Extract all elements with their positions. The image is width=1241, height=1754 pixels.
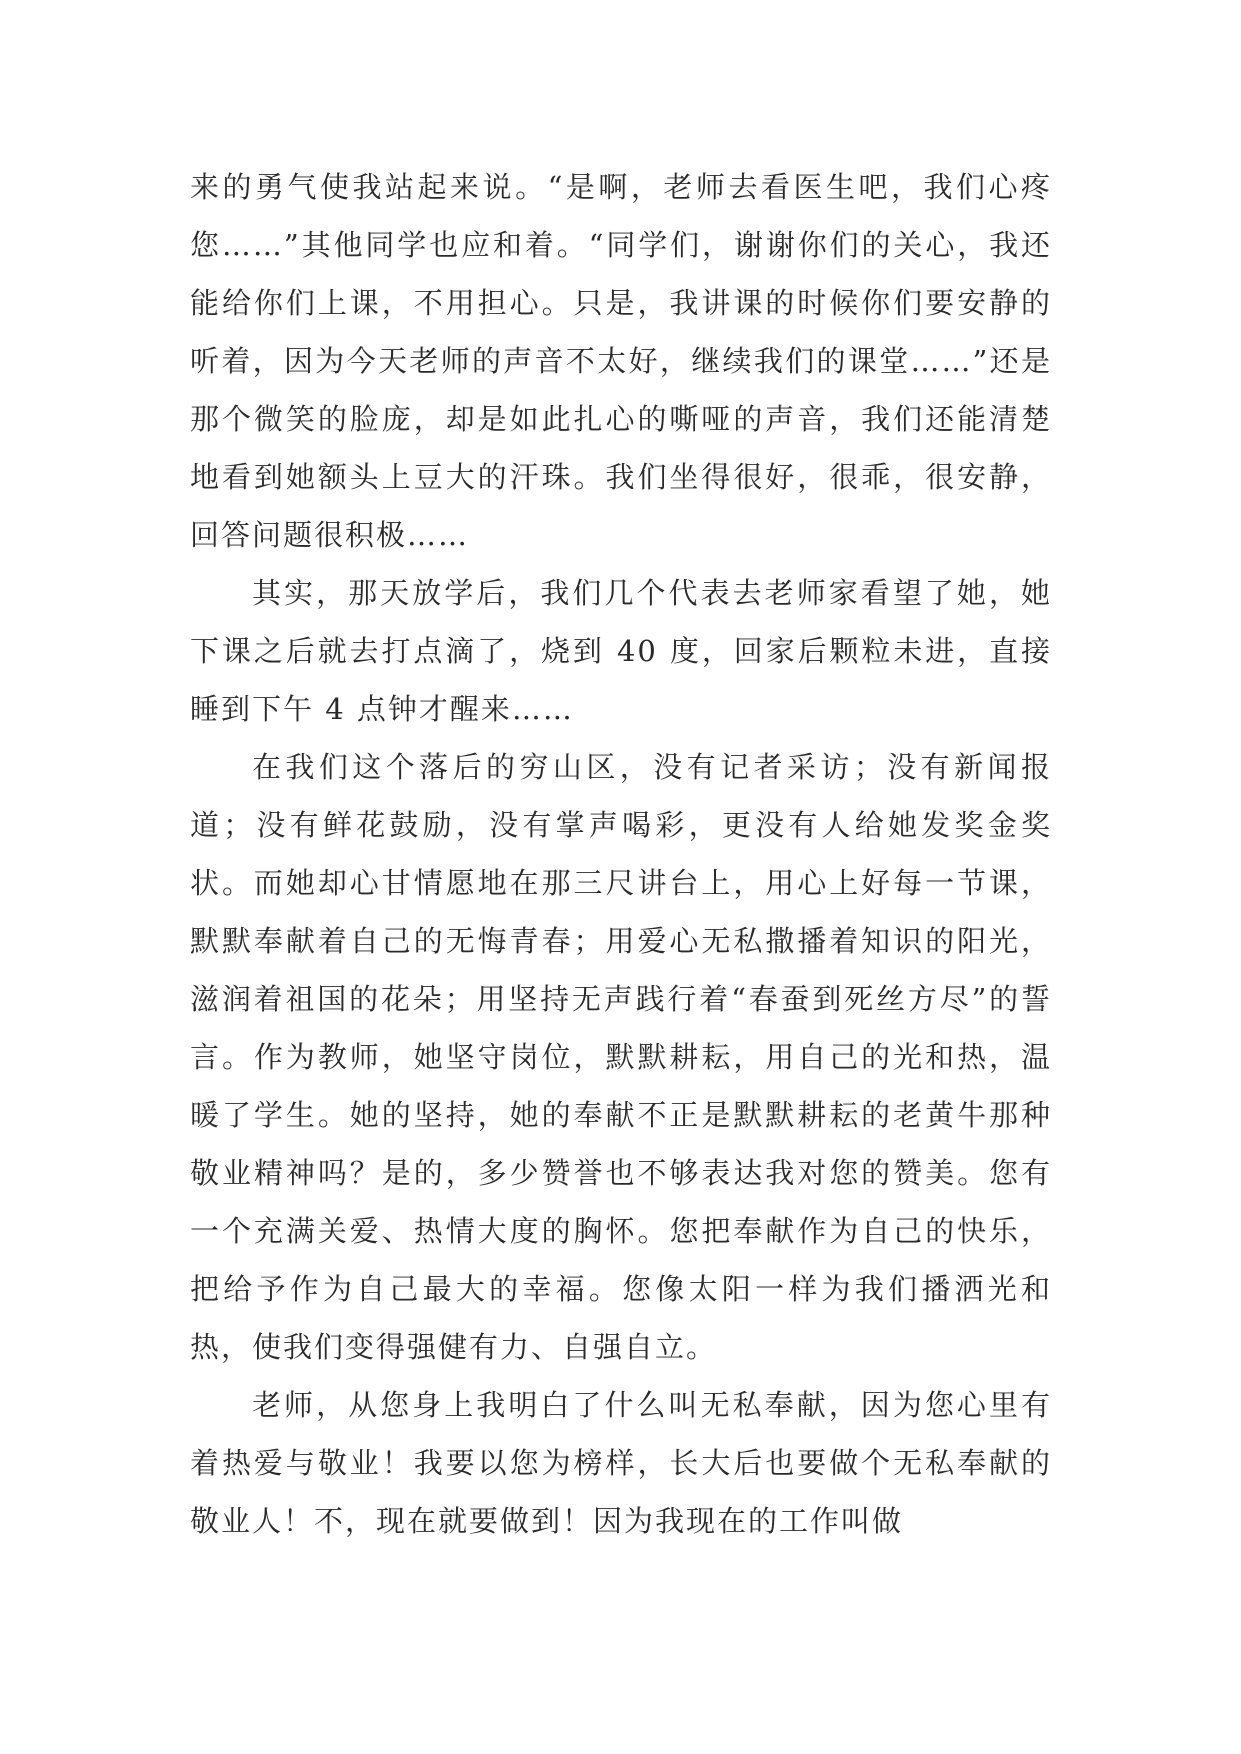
paragraph-3: 在我们这个落后的穷山区，没有记者采访；没有新闻报道；没有鲜花鼓励，没有掌声喝彩，更没有人给她发奖金奖状。而她却心甘情愿地在那三尺讲台上，用心上好每一节课，默默奉献着自己的无悔青春；用爱心无私撒播着知识的阳光，滋润着祖国的花朵；用坚持无声践行着“春蚕到死丝方尽”的誓言。作为教师，她坚守岗位，默默耕耘，用自己的光和热，温暖了学生。她的坚持，她的奉献不正是默默耕耘的老黄牛那种敬业精神吗？是的，多少赞誉也不够表达我对您的赞美。您有一个充满关爱、热情大度的胸怀。您把奉献作为自己的快乐，把给予作为自己最大的幸福。您像太阳一样为我们播洒光和热，使我们变得强健有力、自强自立。 (190, 750, 1052, 1364)
paragraph-1: 来的勇气使我站起来说。“是啊，老师去看医生吧，我们心疼您……”其他同学也应和着。“同学们，谢谢你们的关心，我还能给你们上课，不用担心。只是，我讲课的时候你们要安静的听着，因为今天老师的声音不太好，继续我们的课堂……”还是那个微笑的脸庞，却是如此扎心的嘶哑的声音，我们还能清楚地看到她额头上豆大的汗珠。我们坐得很好，很乖，很安静，回答问题很积极…… (190, 170, 1052, 552)
paragraph-2: 其实，那天放学后，我们几个代表去老师家看望了她，她下课之后就去打点滴了，烧到 40 度，回家后颗粒未进，直接睡到下午 4 点钟才醒来…… (190, 576, 1052, 726)
paragraph-4: 老师，从您身上我明白了什么叫无私奉献，因为您心里有着热爱与敬业！我要以您为榜样，长大后也要做个无私奉献的敬业人！不，现在就要做到！因为我现在的工作叫做 (190, 1388, 1052, 1538)
document-body (190, 158, 1052, 1550)
